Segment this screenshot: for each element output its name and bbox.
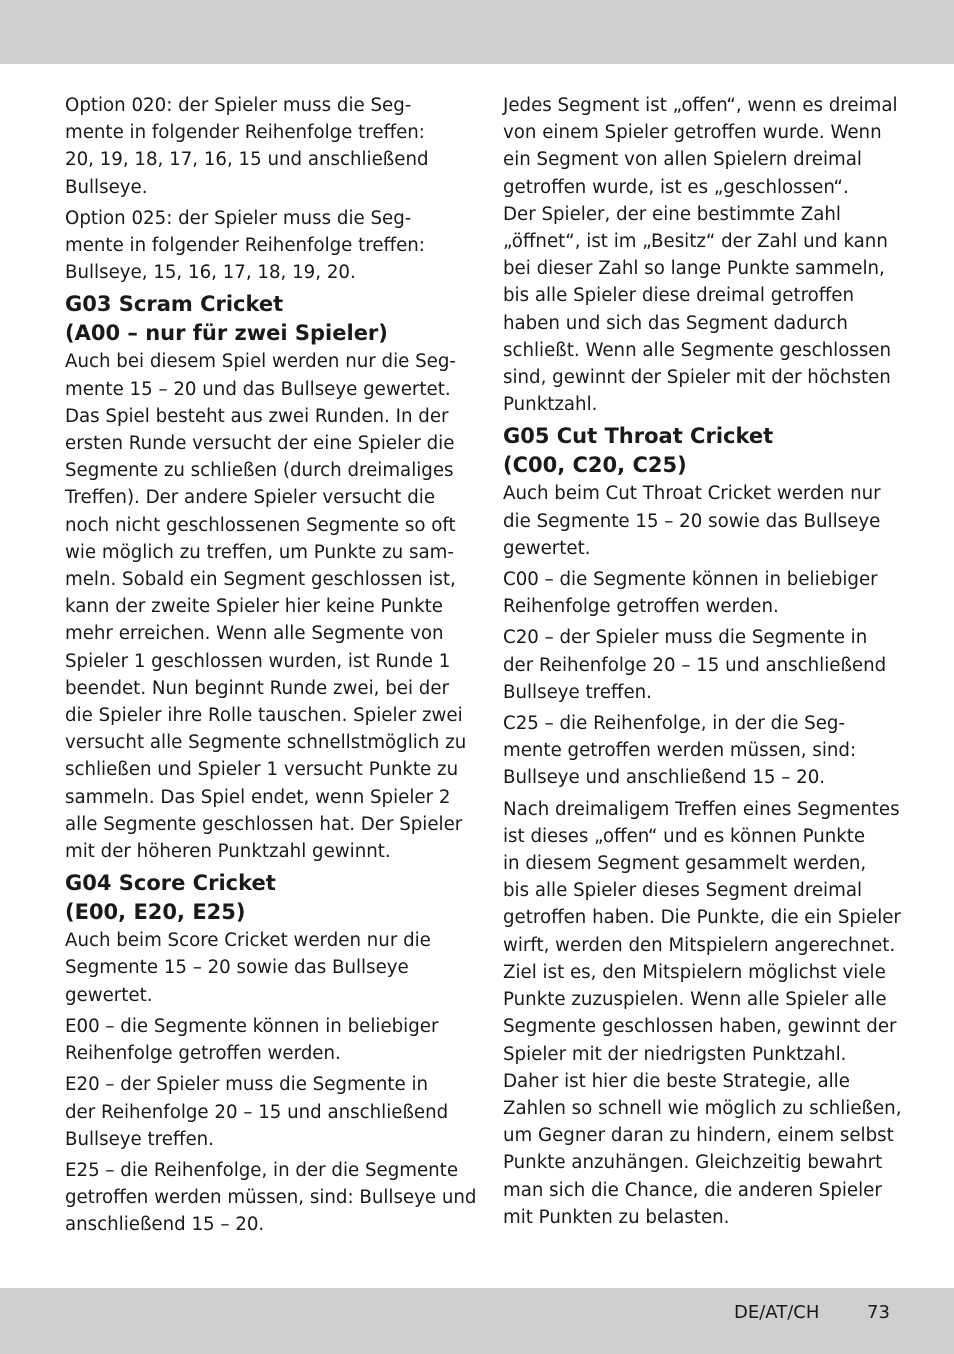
paragraph-e25 (65, 1157, 477, 1239)
text-line: man sich die Chance, die anderen Spieler (503, 1179, 882, 1201)
text-line: versucht alle Segmente schnellstmöglich zu (65, 732, 467, 754)
heading-g04-score-cricket (65, 869, 455, 927)
text-line: gewertet. (65, 984, 153, 1006)
page-number: 73 (867, 1302, 890, 1323)
text-line: Auch beim Cut Throat Cricket werden nur (503, 483, 881, 505)
paragraph-segment-status (503, 92, 898, 418)
right-column (503, 92, 902, 1235)
text-line: C00 – die Segmente können in beliebiger (503, 569, 878, 591)
text-line: Option 020: der Spieler muss die Seg- (65, 95, 412, 116)
text-line: Spieler 1 geschlossen wurden, ist Runde 1 (65, 650, 451, 672)
text-line: E00 – die Segmente können in beliebiger (65, 1015, 439, 1037)
paragraph-g03-rules (65, 348, 467, 865)
text-line: (A00 – nur für zwei Spieler) (65, 321, 388, 346)
text-line: Reihenfolge getroffen werden. (503, 596, 779, 618)
paragraph-option-020 (65, 92, 455, 201)
text-line: E20 – der Spieler muss die Segmente in (65, 1074, 429, 1096)
paragraph-g05-rules (503, 796, 902, 1231)
text-line: in diesem Segment gesammelt werden, (503, 853, 867, 875)
text-line: getroffen werden müssen, sind: Bullseye und (65, 1187, 477, 1209)
text-line: Ziel ist es, den Mitspielern möglichst viele (503, 961, 886, 983)
text-line: ist dieses „offen“ und es können Punkte (503, 825, 866, 847)
text-line: noch nicht geschlossenen Segmente so oft (65, 514, 456, 536)
text-line: wirft, werden den Mitspielern angerechnet. (503, 934, 896, 956)
text-line: Jedes Segment ist „offen“, wenn es dreimal (503, 95, 898, 116)
text-line: beendet. Nun beginnt Runde zwei, bei der (65, 677, 450, 699)
text-line: meln. Sobald ein Segment geschlossen ist, (65, 569, 456, 591)
paragraph-e20 (65, 1071, 455, 1153)
text-line: „öffnet“, ist im „Besitz“ der Zahl und kann (503, 231, 888, 253)
paragraph-e00 (65, 1013, 455, 1067)
heading-g03-scram-cricket (65, 290, 455, 348)
text-line: Segmente 15 – 20 sowie das Bullseye (65, 957, 409, 979)
text-line: mente getroffen werden müssen, sind: (503, 740, 857, 762)
text-line: Daher ist hier die beste Strategie, alle (503, 1070, 850, 1092)
text-line: der Reihenfolge 20 – 15 und anschließend (65, 1101, 449, 1123)
text-line: kann der zweite Spieler hier keine Punkte (65, 596, 443, 618)
text-line: Bullseye und anschließend 15 – 20. (503, 767, 826, 789)
text-line: mehr erreichen. Wenn alle Segmente von (65, 623, 444, 645)
text-line: Der Spieler, der eine bestimmte Zahl (503, 203, 841, 225)
text-line: getroffen wurde, ist es „geschlossen“. (503, 176, 849, 198)
paragraph-c20 (503, 624, 893, 706)
text-line: schließen und Spieler 1 versucht Punkte zu (65, 759, 459, 781)
text-line: bei dieser Zahl so lange Punkte sammeln, (503, 258, 885, 280)
paragraph-g04-intro (65, 927, 455, 1009)
text-line: Punktzahl. (503, 394, 598, 416)
text-line: E25 – die Reihenfolge, in der die Segmente (65, 1159, 459, 1181)
footer-region-label: DE/AT/CH (734, 1302, 820, 1323)
text-line: von einem Spieler getroffen wurde. Wenn (503, 122, 882, 144)
text-line: sammeln. Das Spiel endet, wenn Spieler 2 (65, 786, 451, 808)
left-column (65, 92, 477, 1243)
text-line: mente 15 – 20 und das Bullseye gewertet. (65, 378, 451, 400)
text-line: G03 Scram Cricket (65, 292, 284, 317)
text-line: bis alle Spieler dieses Segment dreimal (503, 880, 863, 902)
paragraph-g05-intro (503, 480, 893, 562)
header-bar (0, 0, 954, 64)
text-line: Treffen). Der andere Spieler versucht die (65, 487, 436, 509)
text-line: Punkte anzuhängen. Gleichzeitig bewahrt (503, 1152, 883, 1174)
text-line: Spieler mit der niedrigsten Punktzahl. (503, 1043, 847, 1065)
text-line: getroffen haben. Die Punkte, die ein Spieler (503, 907, 901, 929)
text-line: Punkte zuzuspielen. Wenn alle Spieler alle (503, 989, 887, 1011)
text-line: Zahlen so schnell wie möglich zu schließen, (503, 1097, 902, 1119)
text-line: C20 – der Spieler muss die Segmente in (503, 627, 868, 649)
text-line: Reihenfolge getroffen werden. (65, 1043, 341, 1065)
text-line: schließt. Wenn alle Segmente geschlossen (503, 339, 892, 361)
paragraph-c00 (503, 566, 893, 620)
text-line: (C00, C20, C25) (503, 453, 687, 478)
text-line: sind, gewinnt der Spieler mit der höchsten (503, 367, 891, 389)
text-line: Nach dreimaligem Treffen eines Segmentes (503, 798, 900, 820)
text-line: die Segmente 15 – 20 sowie das Bullseye (503, 510, 881, 532)
text-line: anschließend 15 – 20. (65, 1214, 265, 1236)
text-line: die Spieler ihre Rolle tauschen. Spieler zwei (65, 705, 463, 727)
text-line: um Gegner daran zu hindern, einem selbst (503, 1125, 894, 1147)
text-line: (E00, E20, E25) (65, 900, 246, 925)
text-line: der Reihenfolge 20 – 15 und anschließend (503, 654, 887, 676)
text-line: Segmente zu schließen (durch dreimaliges (65, 460, 454, 482)
text-line: Option 025: der Spieler muss die Seg- (65, 207, 412, 229)
text-line: Das Spiel besteht aus zwei Runden. In der (65, 405, 449, 427)
text-line: wie möglich zu treffen, um Punkte zu sam- (65, 541, 454, 563)
paragraph-c25 (503, 710, 893, 792)
text-line: gewertet. (503, 537, 591, 559)
text-line: bis alle Spieler diese dreimal getroffen (503, 285, 855, 307)
paragraph-option-025 (65, 205, 455, 287)
heading-g05-cut-throat-cricket (503, 422, 893, 480)
text-line: mente in folgender Reihenfolge treffen: (65, 122, 425, 144)
text-line: 20, 19, 18, 17, 16, 15 und anschließend (65, 149, 429, 171)
text-line: Bullseye. (65, 176, 148, 198)
text-line: ein Segment von allen Spielern dreimal (503, 149, 862, 171)
text-line: Bullseye treffen. (65, 1128, 214, 1150)
text-line: mit der höheren Punktzahl gewinnt. (65, 841, 391, 863)
text-line: Bullseye, 15, 16, 17, 18, 19, 20. (65, 262, 356, 284)
text-line: Segmente geschlossen haben, gewinnt der (503, 1016, 897, 1038)
text-line: C25 – die Reihenfolge, in der die Seg- (503, 713, 846, 735)
text-line: ersten Runde versucht der eine Spieler die (65, 433, 455, 455)
text-line: haben und sich das Segment dadurch (503, 312, 848, 334)
text-line: G04 Score Cricket (65, 871, 276, 896)
text-line: G05 Cut Throat Cricket (503, 424, 774, 449)
text-line: Bullseye treffen. (503, 681, 652, 703)
text-line: mit Punkten zu belasten. (503, 1206, 730, 1228)
text-line: Auch bei diesem Spiel werden nur die Seg- (65, 351, 456, 373)
text-line: mente in folgender Reihenfolge treffen: (65, 235, 425, 257)
text-line: Auch beim Score Cricket werden nur die (65, 930, 431, 952)
text-line: alle Segmente geschlossen hat. Der Spieler (65, 813, 463, 835)
